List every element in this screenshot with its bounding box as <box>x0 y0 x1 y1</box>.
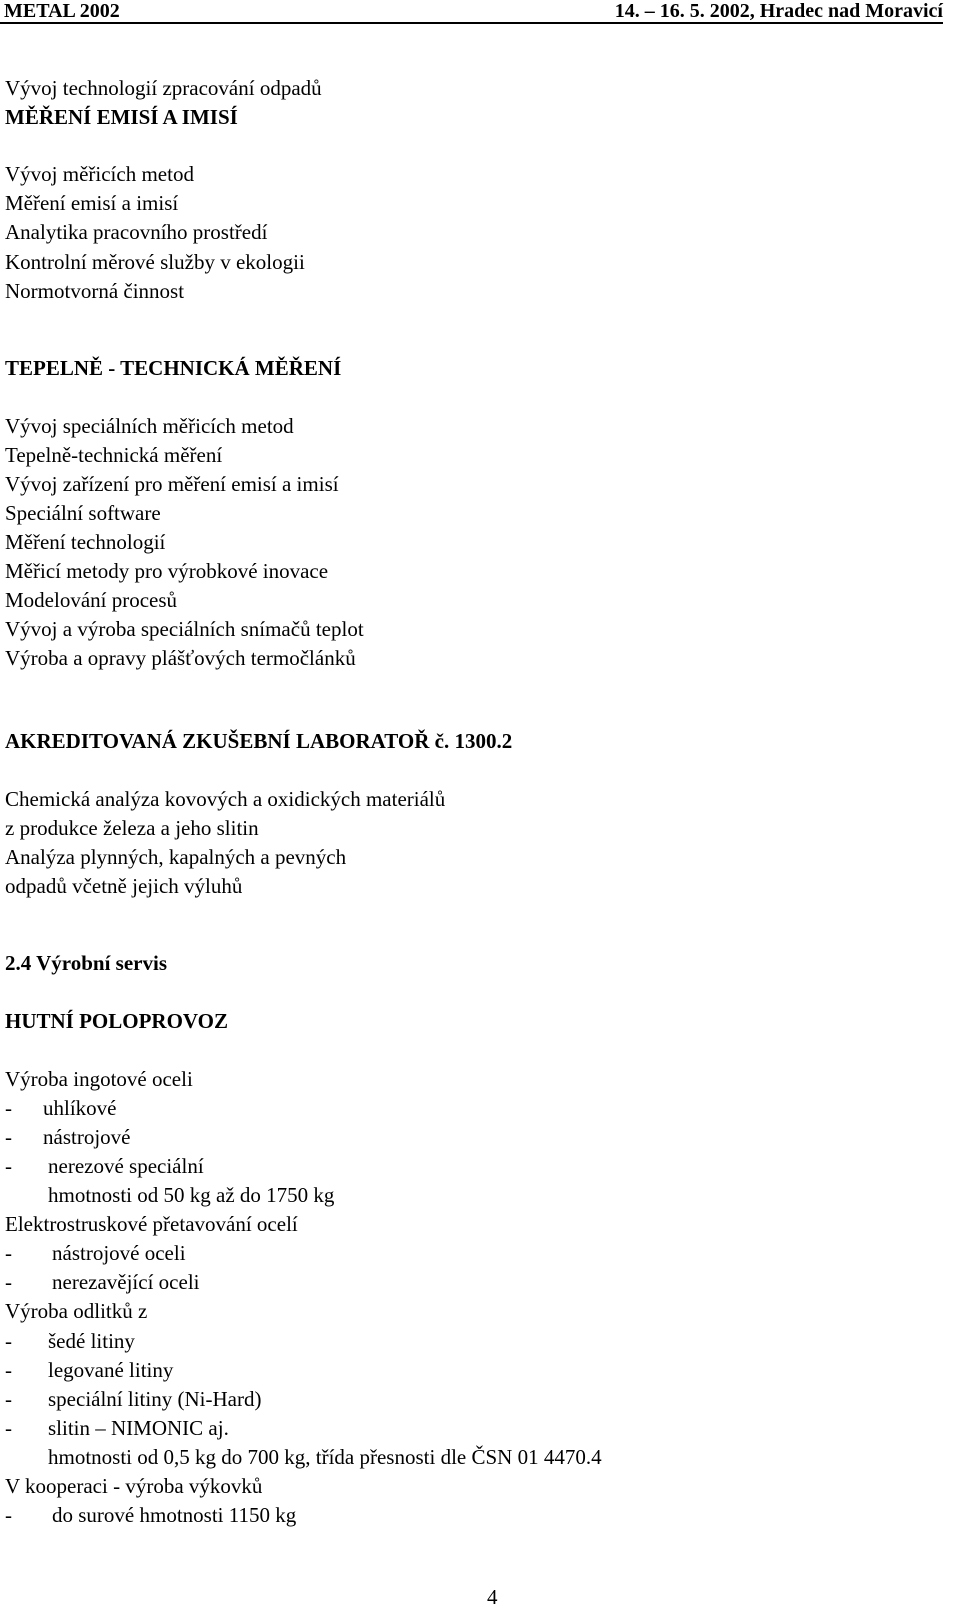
list-dash: - <box>5 1503 12 1527</box>
text-line: Modelování procesů <box>5 588 178 612</box>
chapter-heading: 2.4 Výrobní servis <box>5 951 167 975</box>
text-line: Výroba ingotové oceli <box>5 1067 193 1091</box>
list-text: nástrojové oceli <box>52 1241 186 1265</box>
text-line: Tepelně-technická měření <box>5 443 223 467</box>
list-dash: - <box>5 1416 12 1440</box>
list-text: legované litiny <box>48 1358 174 1382</box>
list-text: slitin – NIMONIC aj. <box>48 1416 229 1440</box>
text-line: Kontrolní měrové služby v ekologii <box>5 250 305 274</box>
text-line: Normotvorná činnost <box>5 279 185 303</box>
list-dash: - <box>5 1358 12 1382</box>
text-line: Měření emisí a imisí <box>5 191 179 215</box>
text-line: Analýza plynných, kapalných a pevných <box>5 845 347 869</box>
list-text: nerezové speciální <box>48 1154 204 1178</box>
text-line: Vývoj speciálních měřicích metod <box>5 414 294 438</box>
section-heading: HUTNÍ POLOPROVOZ <box>5 1009 229 1033</box>
text-line: Elektrostruskové přetavování ocelí <box>5 1212 298 1236</box>
text-line: Výroba a opravy plášťových termočlánků <box>5 646 356 670</box>
list-dash: - <box>5 1241 12 1265</box>
text-line: Chemická analýza kovových a oxidických materiálů <box>5 787 446 811</box>
section-heading: AKREDITOVANÁ ZKUŠEBNÍ LABORATOŘ č. 1300.2 <box>5 729 513 753</box>
list-dash: - <box>5 1096 12 1120</box>
running-header <box>0 0 943 24</box>
section-heading: TEPELNĚ - TECHNICKÁ MĚŘENÍ <box>5 356 342 380</box>
list-text: do surové hmotnosti 1150 kg <box>52 1503 297 1527</box>
list-text: nástrojové <box>43 1125 131 1149</box>
text-line: V kooperaci - výroba výkovků <box>5 1474 263 1498</box>
list-dash: - <box>5 1270 12 1294</box>
text-line: Měřicí metody pro výrobkové inovace <box>5 559 329 583</box>
text-line: Vývoj zařízení pro měření emisí a imisí <box>5 472 339 496</box>
list-text: speciální litiny (Ni-Hard) <box>48 1387 262 1411</box>
text-line: hmotnosti od 0,5 kg do 700 kg, třída přesnosti dle ČSN 01 4470.4 <box>48 1445 602 1469</box>
header-event: 14. – 16. 5. 2002, Hradec nad Moravicí <box>614 0 943 22</box>
list-text: nerezavějící oceli <box>52 1270 200 1294</box>
list-dash: - <box>5 1329 12 1353</box>
list-dash: - <box>5 1154 12 1178</box>
list-dash: - <box>5 1387 12 1411</box>
page-number: 4 <box>487 1585 498 1609</box>
text-line: Měření technologií <box>5 530 166 554</box>
text-line: Speciální software <box>5 501 161 525</box>
section-heading: MĚŘENÍ EMISÍ A IMISÍ <box>5 105 238 129</box>
list-text: uhlíkové <box>43 1096 117 1120</box>
text-line: Výroba odlitků z <box>5 1299 148 1323</box>
text-line: Vývoj technologií zpracování odpadů <box>5 76 322 100</box>
text-line: Vývoj měřicích metod <box>5 162 194 186</box>
text-line: hmotnosti od 50 kg až do 1750 kg <box>48 1183 335 1207</box>
text-line: Analytika pracovního prostředí <box>5 220 268 244</box>
text-line: Vývoj a výroba speciálních snímačů teplot <box>5 617 364 641</box>
header-title: METAL 2002 <box>4 0 120 22</box>
list-dash: - <box>5 1125 12 1149</box>
list-text: šedé litiny <box>48 1329 135 1353</box>
text-line: odpadů včetně jejich výluhů <box>5 874 243 898</box>
text-line: z produkce železa a jeho slitin <box>5 816 259 840</box>
